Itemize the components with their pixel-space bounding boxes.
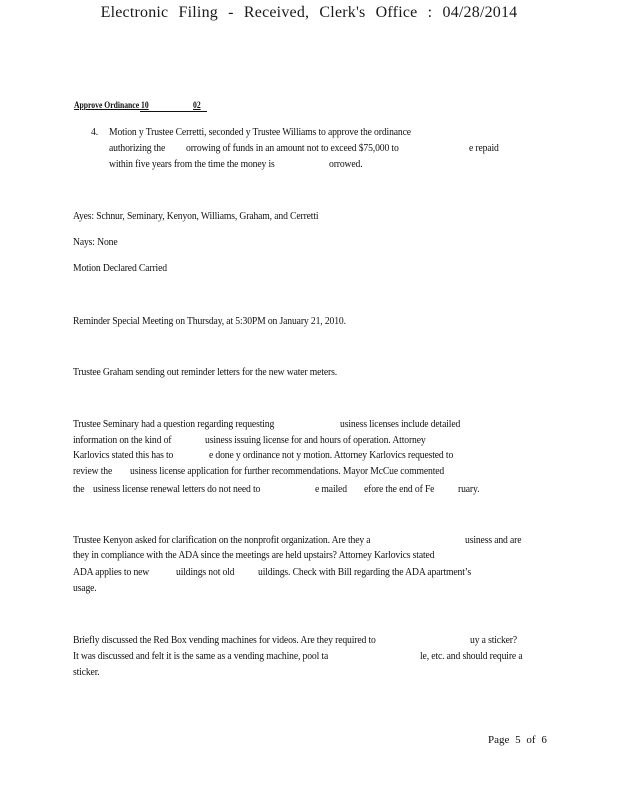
redbox-line-1b: uy a sticker?: [470, 635, 518, 646]
motion-line-2a: authorizing the: [109, 143, 166, 154]
reminder-paragraph: Reminder Special Meeting on Thursday, at 5:30PM on January 21, 2010.: [73, 316, 346, 327]
kenyon-line-2: they in compliance with the ADA since the meetings are held upstairs? Attorney Karlovics stated: [73, 550, 435, 561]
page-number: [488, 734, 547, 746]
redbox-line-3: sticker.: [73, 667, 100, 678]
section-heading-right: 02: [193, 100, 201, 110]
seminary-line-3b: e done y ordinance not y motion. Attorney Karlovics requested to: [209, 450, 454, 461]
kenyon-line-1a: Trustee Kenyon asked for clarification on the nonprofit organization. Are they a: [73, 535, 371, 546]
motion-line-3b: orrowed.: [329, 159, 363, 170]
seminary-line-4b: usiness license application for further recommendations. Mayor McCue commented: [130, 466, 445, 477]
page-total: 6: [541, 734, 547, 746]
seminary-line-5a: the: [73, 484, 85, 495]
motion-line-2c: e repaid: [469, 143, 499, 154]
filing-stamp-header: Electronic Filing - Received, Clerk's Office : 04/28/2014: [100, 4, 518, 21]
vote-ayes: Ayes: Schnur, Seminary, Kenyon, Williams, Graham, and Cerretti: [73, 211, 319, 222]
page-current: 5: [515, 734, 521, 746]
seminary-line-1a: Trustee Seminary had a question regarding requesting: [73, 419, 275, 430]
seminary-line-4a: review the: [73, 466, 113, 477]
seminary-line-5d: efore the end of Fe: [364, 484, 435, 495]
redbox-line-2b: le, etc. and should require a: [420, 651, 523, 662]
seminary-line-5c: e mailed: [315, 484, 347, 495]
seminary-line-5e: ruary.: [458, 484, 480, 495]
kenyon-line-3c: uildings. Check with Bill regarding the ADA apartment’s: [258, 567, 471, 578]
kenyon-line-1b: usiness and are: [465, 535, 522, 546]
motion-line-1: Motion y Trustee Cerretti, seconded y Trustee Williams to approve the ordinance: [109, 127, 411, 138]
seminary-line-3a: Karlovics stated this has to: [73, 450, 174, 461]
kenyon-line-4: usage.: [73, 583, 97, 594]
page-of: of: [526, 734, 536, 746]
seminary-line-2b: usiness issuing license for and hours of operation. Attorney: [205, 435, 426, 446]
seminary-line-5b: usiness license renewal letters do not need to: [93, 484, 261, 495]
motion-line-3a: within five years from the time the money is: [109, 159, 275, 170]
kenyon-line-3b: uildings not old: [176, 567, 235, 578]
motion-number: 4.: [91, 127, 98, 138]
vote-result: Motion Declared Carried: [73, 263, 167, 274]
page-label: Page: [488, 734, 510, 746]
motion-line-2b: orrowing of funds in an amount not to exceed $75,000 to: [186, 143, 399, 154]
section-heading-left: Approve Ordinance 10: [74, 100, 149, 110]
seminary-line-1b: usiness licenses include detailed: [340, 419, 461, 430]
redbox-line-1a: Briefly discussed the Red Box vending machines for videos. Are they required to: [73, 635, 376, 646]
seminary-line-2a: information on the kind of: [73, 435, 172, 446]
heading-underline: [140, 111, 207, 112]
redbox-line-2a: It was discussed and felt it is the same as a vending machine, pool ta: [73, 651, 329, 662]
kenyon-line-3a: ADA applies to new: [73, 567, 150, 578]
graham-paragraph: Trustee Graham sending out reminder letters for the new water meters.: [73, 367, 338, 378]
vote-nays: Nays: None: [73, 237, 118, 248]
